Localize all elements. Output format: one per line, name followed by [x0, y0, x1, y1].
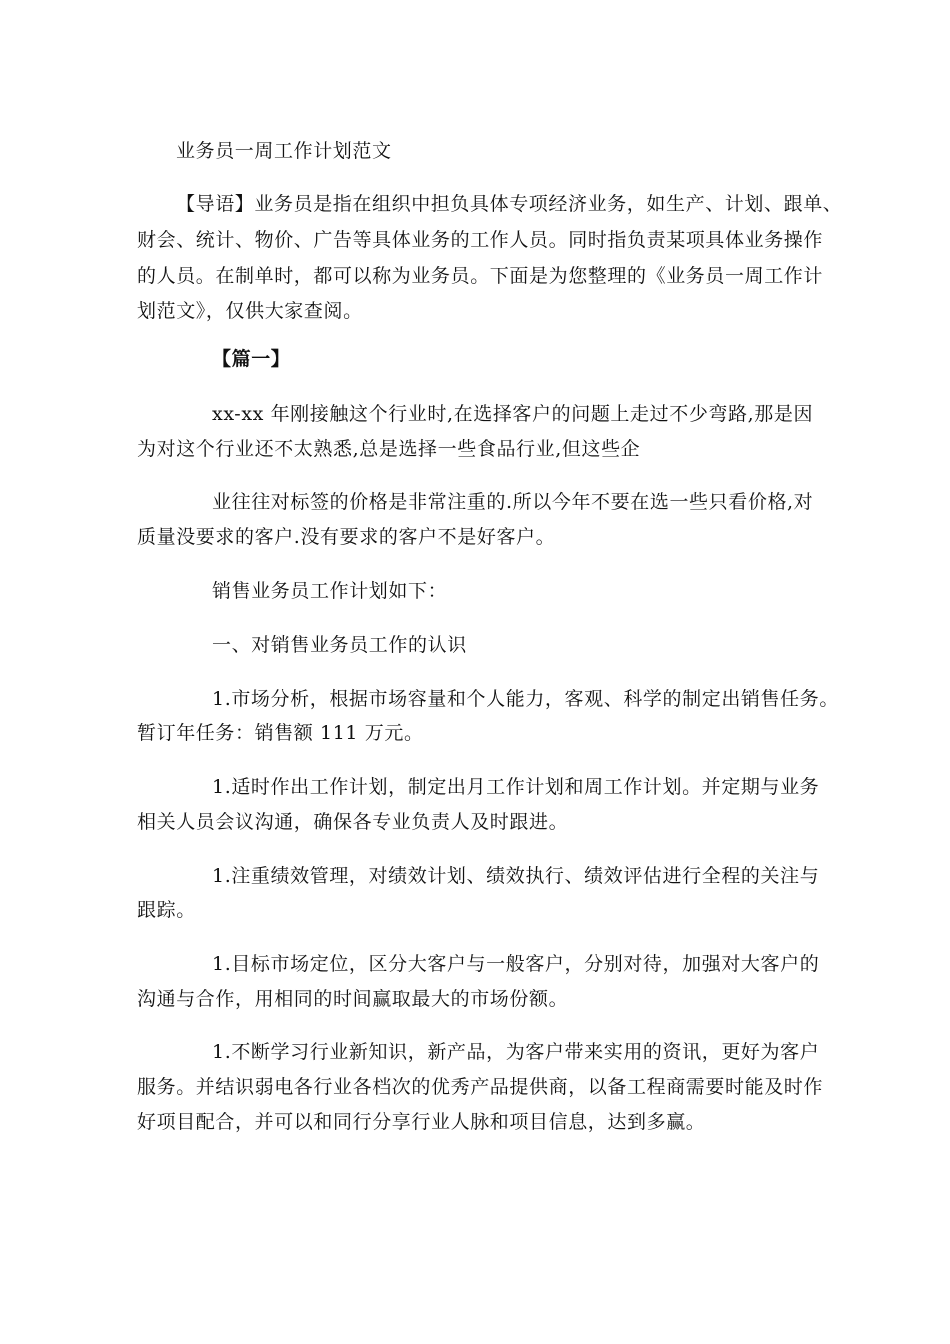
paragraph-line: 销售业务员工作计划如下：	[212, 580, 448, 602]
paragraph-line: 1.适时作出工作计划，制定出月工作计划和周工作计划。并定期与业务	[212, 776, 820, 798]
section-heading: 【篇一】	[212, 348, 291, 370]
paragraph-line: 1.注重绩效管理，对绩效计划、绩效执行、绩效评估进行全程的关注与	[212, 865, 820, 887]
intro-line: 财会、统计、物价、广告等具体业务的工作人员。同时指负责某项具体业务操作	[137, 229, 824, 251]
paragraph-line: 为对这个行业还不太熟悉,总是选择一些食品行业,但这些企	[137, 438, 641, 460]
paragraph-line: 暂订年任务：销售额 111 万元。	[137, 722, 424, 744]
paragraph-line: 一、对销售业务员工作的认识	[212, 634, 467, 656]
paragraph-line: 1.市场分析，根据市场容量和个人能力，客观、科学的制定出销售任务。	[212, 688, 839, 710]
document-title: 业务员一周工作计划范文	[176, 140, 392, 162]
intro-line: 的人员。在制单时，都可以称为业务员。下面是为您整理的《业务员一周工作计	[137, 265, 824, 287]
intro-line: 【导语】业务员是指在组织中担负具体专项经济业务，如生产、计划、跟单、	[176, 193, 843, 215]
paragraph-line: 服务。并结识弱电各行业各档次的优秀产品提供商，以备工程商需要时能及时作	[137, 1076, 824, 1098]
paragraph-line: 跟踪。	[137, 899, 196, 921]
paragraph-line: 相关人员会议沟通，确保各专业负责人及时跟进。	[137, 811, 569, 833]
paragraph-line: xx-xx 年刚接触这个行业时,在选择客户的问题上走过不少弯路,那是因	[212, 403, 814, 425]
paragraph-line: 1.不断学习行业新知识，新产品，为客户带来实用的资讯，更好为客户	[212, 1041, 820, 1063]
paragraph-line: 沟通与合作，用相同的时间赢取最大的市场份额。	[137, 988, 569, 1010]
paragraph-line: 质量没要求的客户.没有要求的客户不是好客户。	[137, 526, 556, 548]
paragraph-line: 1.目标市场定位，区分大客户与一般客户，分别对待，加强对大客户的	[212, 953, 820, 975]
intro-line: 划范文》，仅供大家查阅。	[137, 300, 363, 322]
paragraph-line: 好项目配合，并可以和同行分享行业人脉和项目信息，达到多赢。	[137, 1111, 706, 1133]
paragraph-line: 业往往对标签的价格是非常注重的.所以今年不要在选一些只看价格,对	[212, 491, 814, 513]
